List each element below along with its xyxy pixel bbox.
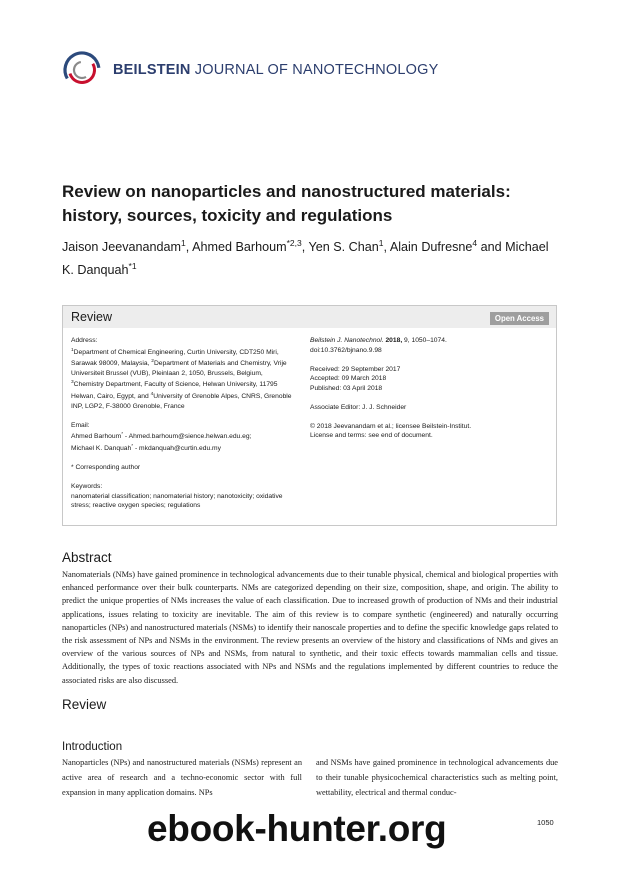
author-name: Michael K. Danquah [62,240,549,278]
journal-name-bold: BEILSTEIN [113,62,191,78]
info-left-column [71,336,296,511]
article-title: Review on nanoparticles and nanostructured materials: history, sources, toxicity and regulations [62,182,511,225]
citation-year: 2018, [383,337,403,344]
author-separator: and [477,240,506,255]
affiliation-text: Chemistry Department, Faculty of Science, Helwan University, 11795 Helwan, Cairo, Egypt, and [71,381,278,401]
watermark: ebook-hunter.org [147,808,447,849]
affiliation-number: 2 [151,359,154,365]
affiliation-number: 1 [71,347,74,353]
accepted-date: Accepted: 09 March 2018 [310,375,387,382]
associate-editor: Associate Editor: J. J. Schneider [310,403,407,411]
open-access-badge: Open Access [490,312,549,325]
body-column-left: Nanoparticles (NPs) and nanostructured materials (NSMs) represent an active area of research and a techno-economic sector with full expansion in many application domains. NPs [62,758,302,797]
author-name: Jaison Jeevanandam [62,240,182,255]
author-name: Alain Dufresne [389,240,473,255]
email-1-address[interactable]: - Ahmed.barhoum@sience.helwan.edu.eg; [123,433,252,441]
page-number: 1050 [537,818,554,827]
abstract-heading: Abstract [62,550,112,565]
affiliation-text: Department of Chemical Engineering, Curtin University, CDT250 Miri, Sarawak 98009, Malaysia, [71,348,279,368]
affiliation-number: 3 [71,380,74,386]
author-separator: , [185,240,193,255]
author-affiliation: *2,3 [286,238,302,248]
received-date: Received: 29 September 2017 [310,365,401,373]
affiliation-text: University of Grenoble Alpes, CNRS, Grenoble INP, LGP2, F-38000 Grenoble, France [71,393,292,410]
email-line-2 [71,442,296,454]
citation [310,336,545,346]
body-column-right: and NSMs have gained prominence in technological advancements due to their tunable physicochemical characteristics such as melting point, wettability, electrical and thermal conduc- [316,758,558,797]
keywords-text: nanomaterial classification; nanomaterial history; nanotoxicity; oxidative stress; reactive oxygen species; regulations [71,492,283,510]
author-name: Yen S. Chan [308,240,379,255]
review-heading: Review [62,697,107,712]
info-box-header [63,306,556,328]
doi-link[interactable]: doi:10.3762/bjnano.9.98 [310,346,382,354]
email-1-star: * [121,432,124,438]
journal-name [113,62,439,78]
article-info-box [62,305,557,526]
corresponding-author-note: * Corresponding author [71,464,141,472]
author-affiliation: 1 [378,238,384,248]
journal-name-rest: JOURNAL OF NANOTECHNOLOGY [190,62,439,78]
citation-volume-pages: 9, 1050–1074. [402,337,447,344]
citation-journal: Beilstein J. Nanotechnol. [310,337,384,344]
author-name: Ahmed Barhoum [192,240,287,255]
email-2-name: Michael K. Danquah [71,445,132,453]
article-type-label: Review [71,310,112,324]
author-separator: , [383,240,390,255]
email-line-1 [71,430,296,442]
info-right-column [310,336,545,441]
published-date: Published: 03 April 2018 [310,384,383,392]
author-affiliation: *1 [128,261,137,272]
address-label: Address: [71,337,98,344]
license-notice: License and terms: see end of document. [310,432,433,439]
author-affiliation: 1 [181,238,186,248]
affiliation-text: Department of Materials and Chemistry, Vrije Universiteit Brussel (VUB), Pleinlaan 2, 1050, Brussels, Belgium, [71,360,287,377]
journal-logo [62,50,102,90]
email-2-star: * [131,444,134,450]
introduction-heading: Introduction [62,741,123,753]
email-2-address[interactable]: - mkdanquah@curtin.edu.my [133,445,221,453]
email-1-name: Ahmed Barhoum [71,433,122,441]
author-separator: , [301,240,309,255]
affiliation-number: 4 [150,392,154,398]
author-list [62,234,562,280]
email-label: Email: [71,421,90,429]
address-text [71,346,296,412]
keywords-label: Keywords: [71,483,103,491]
abstract-text: Nanomaterials (NMs) have gained prominence in technological advancements due to their tunable physical, chemical and biological properties with enhanced performance over their bulk counterparts. NMs are categorized depending on their size, composition, shape, and origin. The ability to predict the unique properties of NMs increases the value of each classification. Due to increased growth of production of NMs and their industrial applications, issues relating to toxicity are inevitable. The aim of this review is to compare synthetic (engineered) and naturally occurring nanoparticles (NPs) and nanostructured materials (NSMs) to identify their nanoscale properties and to define the specific knowledge gaps related to the risk assessment of NPs and NSMs in the environment. The review presents an overview of the history and classifications of NMs and gives an overview of the various sources of NPs and NSMs, from natural to synthetic, and their toxic effects towards mammalian cells and tissue. Additionally, the types of toxic reactions associated with NPs and NSMs and the regulations implemented by different countries to reduce the associated risks are also discussed. [62,570,558,685]
author-affiliation: 4 [472,238,478,248]
copyright-notice: © 2018 Jeevanandam et al.; licensee Beilstein-Institut. [310,422,472,430]
